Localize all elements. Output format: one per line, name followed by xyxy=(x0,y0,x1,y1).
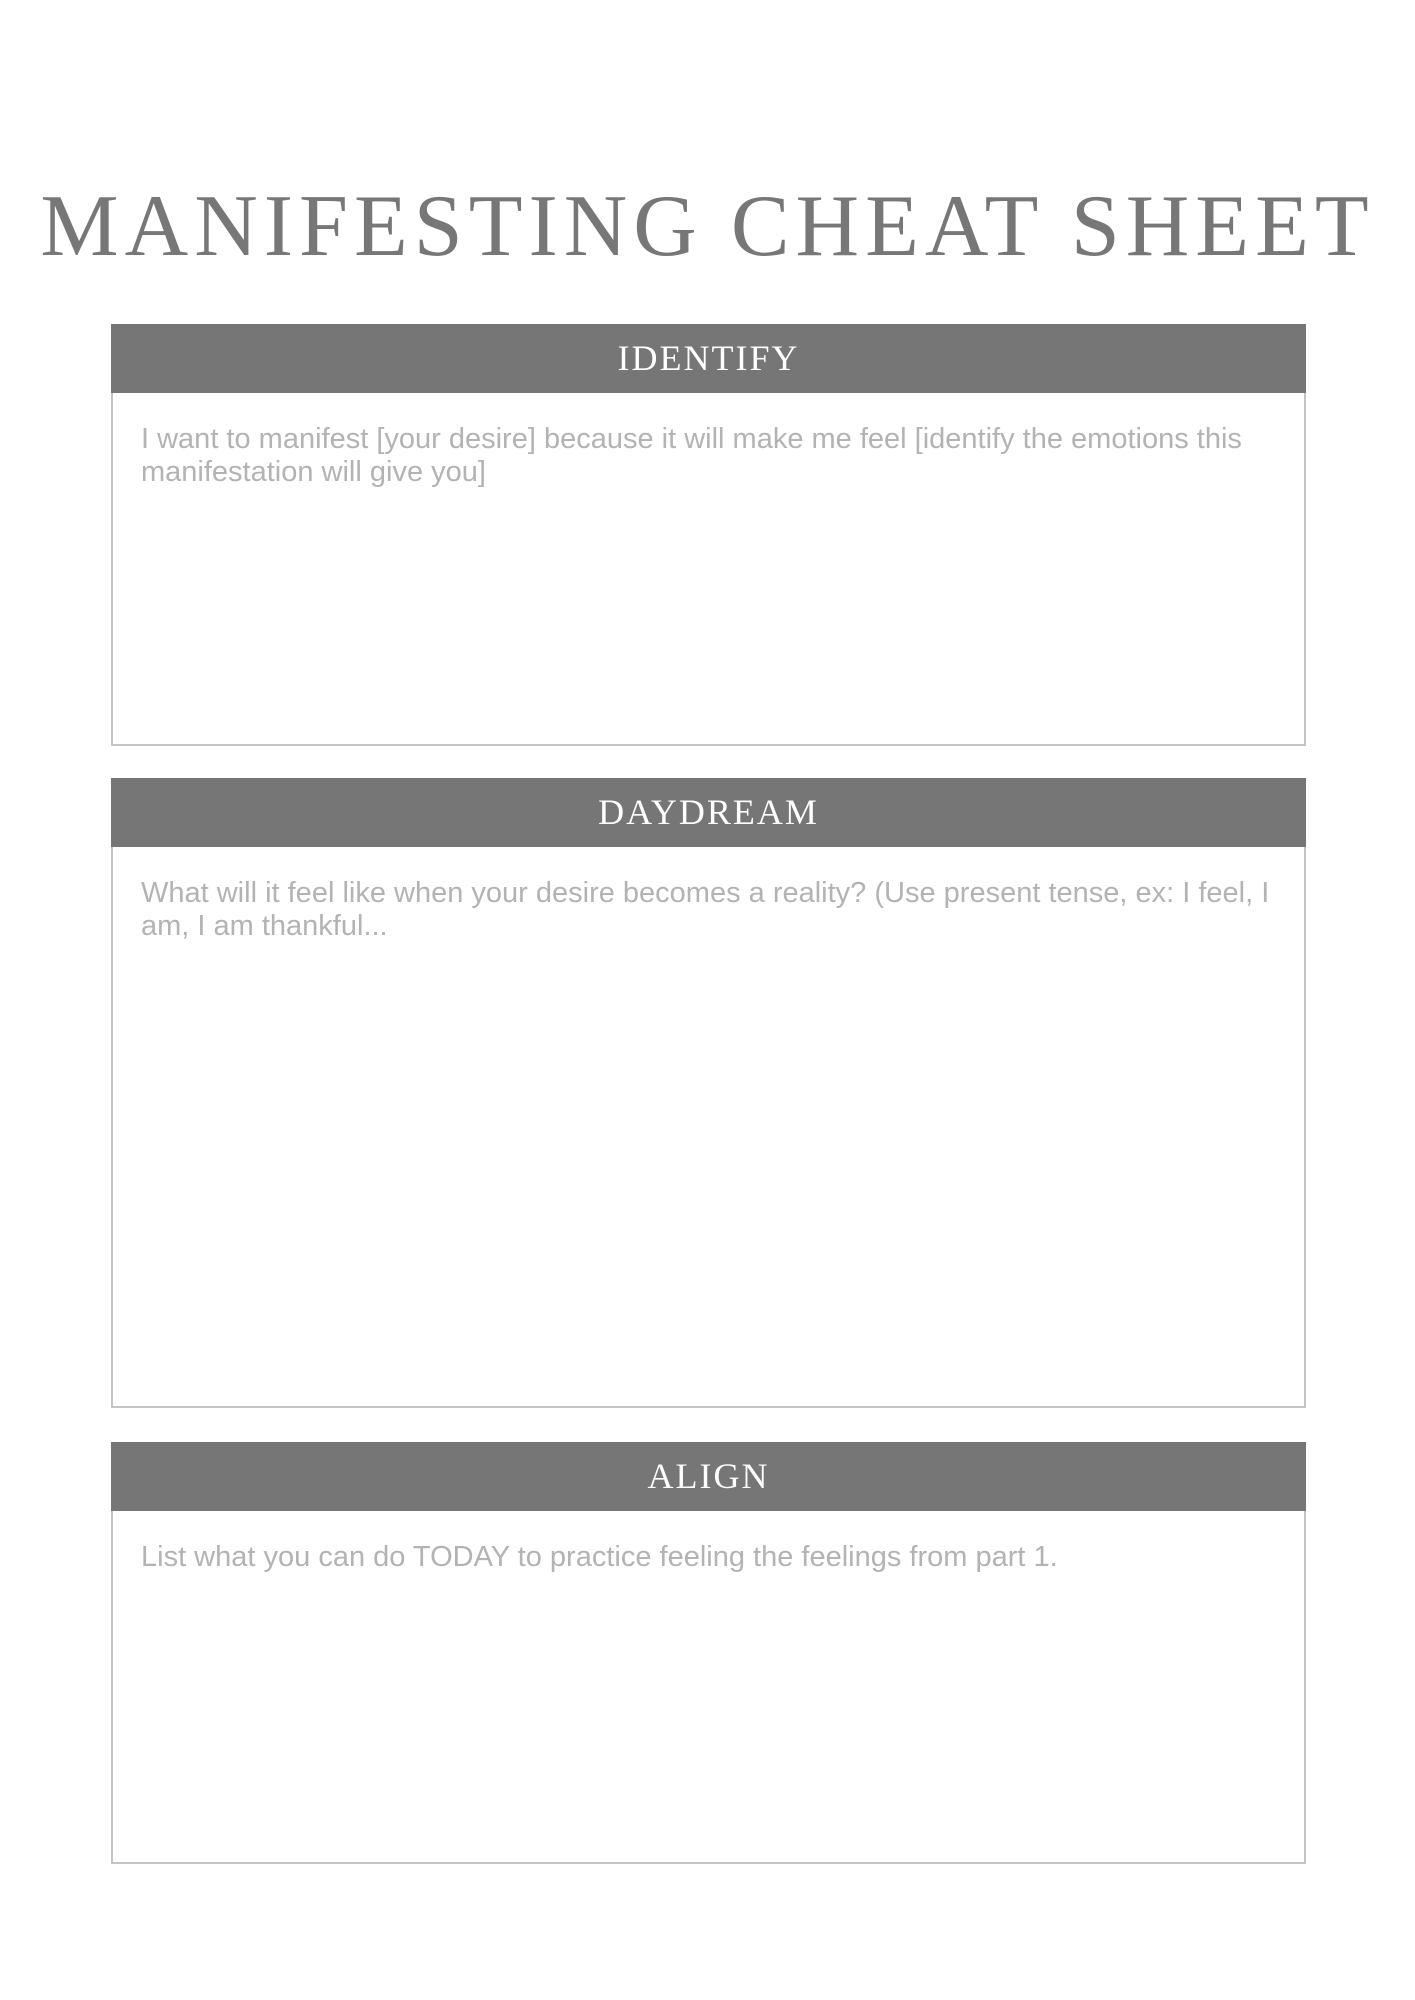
writing-box-align[interactable] xyxy=(111,1511,1306,1864)
prompt-identify: I want to manifest [your desire] because it will make me feel [identify the emotions this manifestation will give you] xyxy=(141,423,1242,488)
prompt-align: List what you can do TODAY to practice feeling the feelings from part 1. xyxy=(141,1541,1058,1573)
section-heading-identify: IDENTIFY xyxy=(111,324,1306,393)
writing-box-identify[interactable] xyxy=(111,393,1306,746)
prompt-daydream: What will it feel like when your desire becomes a reality? (Use present tense, ex: I feel, I am, I am thankful... xyxy=(141,877,1270,942)
section-daydream xyxy=(111,778,1306,1408)
section-identify xyxy=(111,324,1306,746)
section-heading-align: ALIGN xyxy=(111,1442,1306,1511)
section-heading-daydream: DAYDREAM xyxy=(111,778,1306,847)
writing-box-daydream[interactable] xyxy=(111,847,1306,1408)
section-align xyxy=(111,1442,1306,1864)
page-title: MANIFESTING CHEAT SHEET xyxy=(40,177,1375,275)
